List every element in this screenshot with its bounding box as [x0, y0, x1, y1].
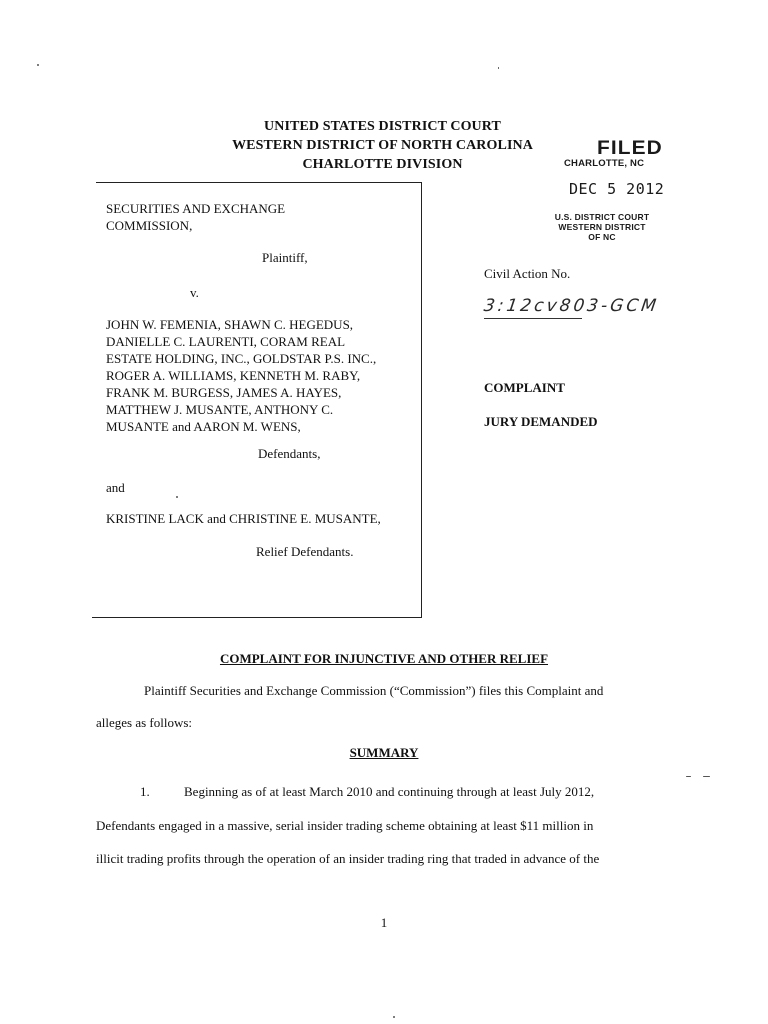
scan-speck [393, 1016, 395, 1018]
court-division: CHARLOTTE DIVISION [302, 157, 463, 172]
paragraph-1-line-2: Defendants engaged in a massive, serial insider trading scheme obtaining at least $11 million in [96, 818, 594, 833]
scan-speck [176, 496, 178, 498]
defendants-line: FRANK M. BURGESS, JAMES A. HAYES, [106, 385, 342, 400]
defendants-line: MATTHEW J. MUSANTE, ANTHONY C. [106, 402, 334, 417]
court-heading [205, 117, 560, 174]
paragraph-number: 1. [140, 784, 150, 799]
scan-speck [498, 67, 499, 69]
complaint-title: COMPLAINT FOR INJUNCTIVE AND OTHER RELIEF [219, 651, 549, 666]
jury-demanded-label: JURY DEMANDED [484, 414, 598, 429]
civil-action-label: Civil Action No. [484, 266, 571, 281]
defendants-line: DANIELLE C. LAURENTI, CORAM REAL [106, 334, 346, 349]
relief-defendants-names: KRISTINE LACK and CHRISTINE E. MUSANTE, [106, 511, 381, 526]
defendants-label: Defendants, [258, 446, 321, 461]
complaint-label: COMPLAINT [484, 380, 565, 395]
plaintiff-name-line1: SECURITIES AND EXCHANGE [106, 201, 286, 216]
page-number: 1 [380, 915, 388, 930]
plaintiff-name [106, 200, 406, 234]
caption-right-rule [421, 182, 422, 618]
paragraph-1-line-1: Beginning as of at least March 2010 and continuing through at least July 2012, [184, 784, 595, 799]
summary-title: SUMMARY [349, 745, 419, 760]
intro-line-2: alleges as follows: [96, 715, 193, 730]
court-name: UNITED STATES DISTRICT COURT [264, 119, 501, 134]
caption-top-rule [96, 182, 422, 183]
plaintiff-label: Plaintiff, [262, 250, 308, 265]
defendants-line: ROGER A. WILLIAMS, KENNETH M. RABY, [106, 368, 361, 383]
plaintiff-name-line2: COMMISSION, [106, 218, 193, 233]
paragraph-1-line-3: illicit trading profits through the operation of an insider trading ring that traded in advance of the [96, 851, 600, 866]
defendants-line: JOHN W. FEMENIA, SHAWN C. HEGEDUS, [106, 317, 354, 332]
scan-speck [703, 776, 710, 777]
court-district: WESTERN DISTRICT OF NORTH CAROLINA [232, 138, 533, 153]
defendants-line: MUSANTE and AARON M. WENS, [106, 419, 301, 434]
scan-speck [686, 776, 691, 777]
case-number-underline [484, 318, 582, 319]
filed-stamp-court-line2: WESTERN DISTRICT OF NC [558, 222, 646, 242]
intro-line-1: Plaintiff Securities and Exchange Commission (“Commission”) files this Complaint and [144, 683, 604, 698]
filed-stamp-court-line1: U.S. DISTRICT COURT [554, 212, 650, 222]
filed-stamp-title: FILED [597, 138, 663, 159]
filed-stamp-city: CHARLOTTE, NC [564, 158, 645, 169]
filed-stamp-court [551, 212, 653, 242]
defendants-line: ESTATE HOLDING, INC., GOLDSTAR P.S. INC., [106, 351, 377, 366]
and-conjunction: and [106, 480, 125, 495]
scan-speck [37, 64, 39, 66]
case-number-handwritten: 3:12cv803-GCM [482, 296, 661, 316]
relief-defendants-label: Relief Defendants. [256, 544, 354, 559]
filed-stamp-date: DEC 5 2012 [569, 180, 665, 198]
caption-bottom-rule [92, 617, 422, 618]
defendants-list [106, 316, 416, 435]
versus-label: v. [190, 285, 199, 300]
